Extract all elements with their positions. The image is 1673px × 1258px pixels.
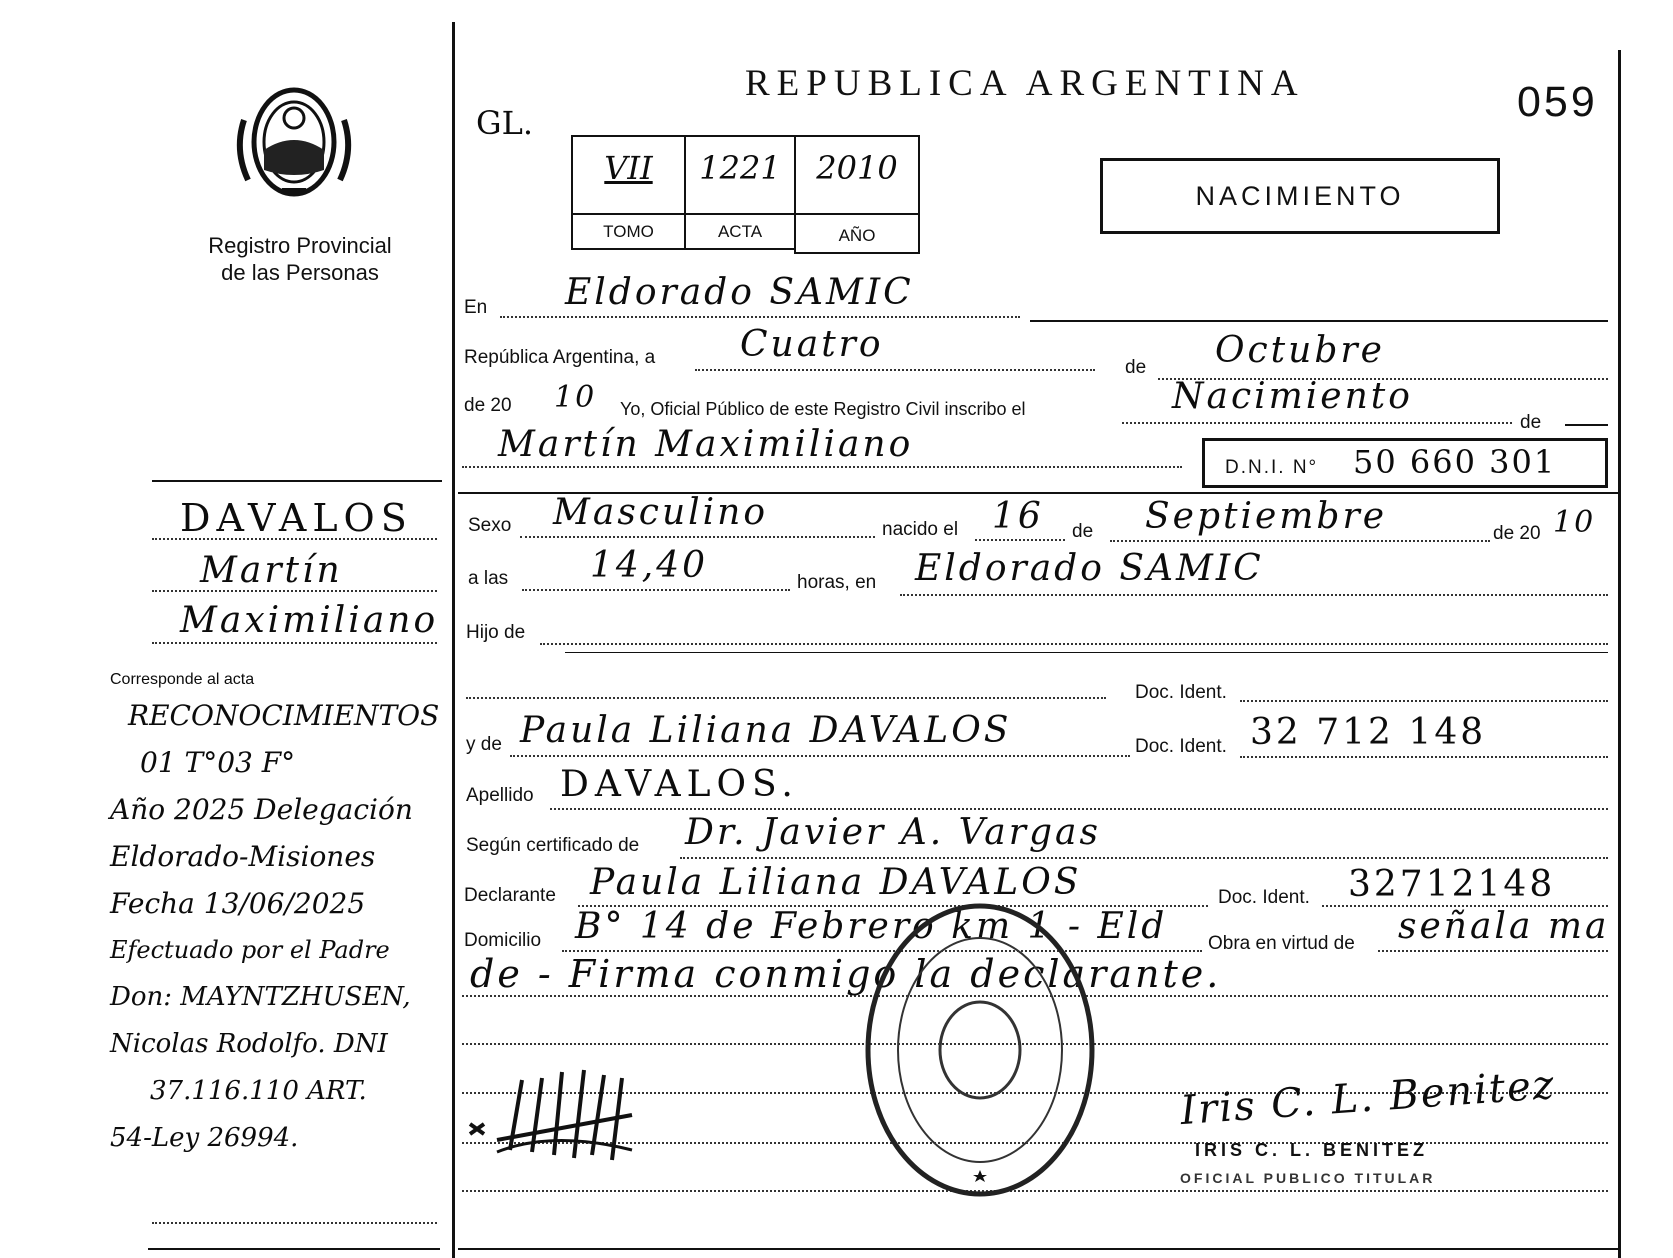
obra-value-continued: de - Firma conmigo la declarante.	[470, 952, 1222, 996]
declarant-signature-mark	[462, 1060, 652, 1170]
document-type-box	[1100, 158, 1500, 234]
birth-place-value: Eldorado SAMIC	[915, 548, 1264, 589]
margin-dots	[152, 642, 437, 644]
doc-ident-label: Doc. Ident.	[1135, 682, 1227, 703]
day-value: Cuatro	[740, 324, 884, 365]
tomo-cell	[571, 135, 686, 250]
act-value: Nacimiento	[1172, 376, 1413, 417]
sexo-label: Sexo	[468, 515, 512, 536]
acta-value: 1221	[699, 149, 781, 187]
margin-note	[110, 668, 440, 1162]
field-dots	[520, 536, 875, 538]
doc-ident-label3: Doc. Ident.	[1218, 887, 1310, 908]
dni-label: D.N.I. N°	[1225, 457, 1319, 478]
registry-name-line1: Registro Provincial	[208, 233, 392, 258]
anio-label: AÑO	[838, 226, 876, 245]
doc-ident-label2: Doc. Ident.	[1135, 736, 1227, 757]
de-label: de	[1125, 357, 1147, 378]
margin-note-line: Fecha 13/06/2025	[110, 887, 366, 920]
registry-name	[160, 232, 440, 286]
domicilio-value: B° 14 de Febrero km 1 - Eld	[575, 906, 1168, 947]
time-value: 14,40	[590, 545, 709, 586]
domicilio-label: Domicilio	[464, 930, 542, 951]
field-dots	[1240, 756, 1608, 758]
record-box-divider	[571, 213, 920, 215]
oficial-text: Yo, Oficial Público de este Registro Civil inscribo el	[620, 399, 1026, 419]
country-title: REPUBLICA ARGENTINA	[745, 63, 1305, 104]
margin-note-line: Eldorado-Misiones	[110, 840, 376, 873]
margin-second-name: Maximiliano	[180, 600, 439, 641]
mother-value: Paula Liliana DAVALOS	[520, 710, 1012, 751]
document-type-label: NACIMIENTO	[1195, 181, 1405, 211]
official-signature: Iris C. L. Benitez	[1178, 1061, 1558, 1135]
de-label2: de	[1520, 412, 1542, 433]
margin-note-line: 54-Ley 26994.	[110, 1123, 299, 1153]
sexo-value: Masculino	[553, 492, 769, 533]
field-line	[1565, 424, 1608, 426]
margin-dots	[152, 538, 437, 540]
year-value: 10	[554, 380, 597, 415]
birth-year-value: 10	[1553, 505, 1596, 540]
margin-bottom-rule	[148, 1248, 440, 1250]
hijo-label: Hijo de	[466, 622, 526, 643]
declarante-label: Declarante	[464, 885, 556, 906]
obra-label: Obra en virtud de	[1208, 933, 1355, 954]
field-dots	[550, 808, 1608, 810]
field-dots	[510, 755, 1130, 757]
dni-box	[1202, 438, 1608, 488]
registry-name-line2: de las Personas	[221, 260, 379, 285]
dni-value: 50 660 301	[1353, 443, 1557, 481]
margin-top-rule	[152, 480, 442, 482]
field-dots	[462, 466, 1182, 468]
republica-label: República Argentina, a	[464, 347, 656, 368]
field-dots	[900, 594, 1608, 596]
child-name-value: Martín Maximiliano	[498, 424, 914, 465]
margin-first-name: Martín	[200, 550, 343, 591]
margin-surname: DAVALOS	[180, 496, 413, 540]
month-value: Octubre	[1215, 330, 1385, 371]
field-dots	[522, 589, 790, 591]
birth-day-value: 16	[992, 496, 1044, 537]
margin-note-line: Don: MAYNTZHUSEN,	[110, 982, 411, 1012]
field-dots	[466, 697, 1106, 699]
margin-note-line: 37.116.110 ART.	[150, 1076, 367, 1106]
field-dots	[680, 857, 1608, 859]
margin-note-line: Efectuado por el Padre	[110, 936, 390, 964]
page-number: 059	[1517, 78, 1598, 126]
segun-label: Según certificado de	[466, 835, 640, 856]
provincial-seal-logo	[234, 80, 354, 205]
margin-note-line: RECONOCIMIENTOS	[128, 699, 440, 732]
gl-mark: GL.	[476, 104, 533, 142]
anio-cell	[794, 135, 920, 254]
de20-label: de 20	[464, 395, 512, 416]
margin-note-line: 01 T°03 F°	[140, 746, 296, 779]
field-dots	[1240, 700, 1608, 702]
margin-note-line: Nicolas Rodolfo. DNI	[110, 1029, 388, 1059]
field-dots	[1378, 950, 1608, 952]
tomo-value: VII	[604, 149, 653, 187]
declarante-doc-value: 32712148	[1348, 864, 1556, 905]
mother-doc-value: 32 712 148	[1250, 712, 1487, 753]
field-line	[1030, 320, 1608, 322]
field-dots	[1110, 540, 1490, 542]
declarante-value: Paula Liliana DAVALOS	[590, 862, 1082, 903]
apellido-value: DAVALOS.	[560, 764, 799, 805]
alas-label: a las	[468, 568, 509, 589]
form-bottom-rule	[458, 1248, 1618, 1250]
field-dots	[1122, 422, 1512, 424]
de20-label2: de 20	[1493, 523, 1541, 544]
margin-note-line: Año 2025 Delegación	[110, 793, 413, 826]
acta-cell	[684, 135, 796, 250]
margin-dots	[152, 590, 437, 592]
margin-note-line: Corresponde al acta	[110, 671, 255, 688]
field-line	[565, 652, 1608, 653]
official-name-printed: IRIS C. L. BENITEZ	[1195, 1140, 1429, 1160]
nacido-label: nacido el	[882, 519, 959, 540]
en-label: En	[464, 297, 488, 318]
official-stamp	[862, 900, 1098, 1200]
apellido-label: Apellido	[466, 785, 534, 806]
de-label3: de	[1072, 521, 1094, 542]
obra-value: señala ma	[1398, 906, 1610, 947]
anio-value: 2010	[816, 149, 898, 187]
field-dots	[500, 316, 1020, 318]
yde-label: y de	[466, 734, 502, 755]
horas-label: horas, en	[797, 572, 877, 593]
birth-month-value: Septiembre	[1145, 496, 1387, 537]
acta-label: ACTA	[717, 222, 763, 241]
field-dots	[540, 643, 1608, 645]
field-dots	[695, 369, 1095, 371]
en-value: Eldorado SAMIC	[565, 272, 914, 313]
official-title: OFICIAL PUBLICO TITULAR	[1180, 1170, 1436, 1186]
tomo-label: TOMO	[603, 222, 654, 241]
margin-dots	[152, 1222, 437, 1224]
certificado-value: Dr. Javier A. Vargas	[685, 812, 1101, 853]
right-margin-rule	[1618, 50, 1621, 1258]
field-dots	[975, 539, 1065, 541]
left-margin-rule	[452, 22, 455, 1258]
